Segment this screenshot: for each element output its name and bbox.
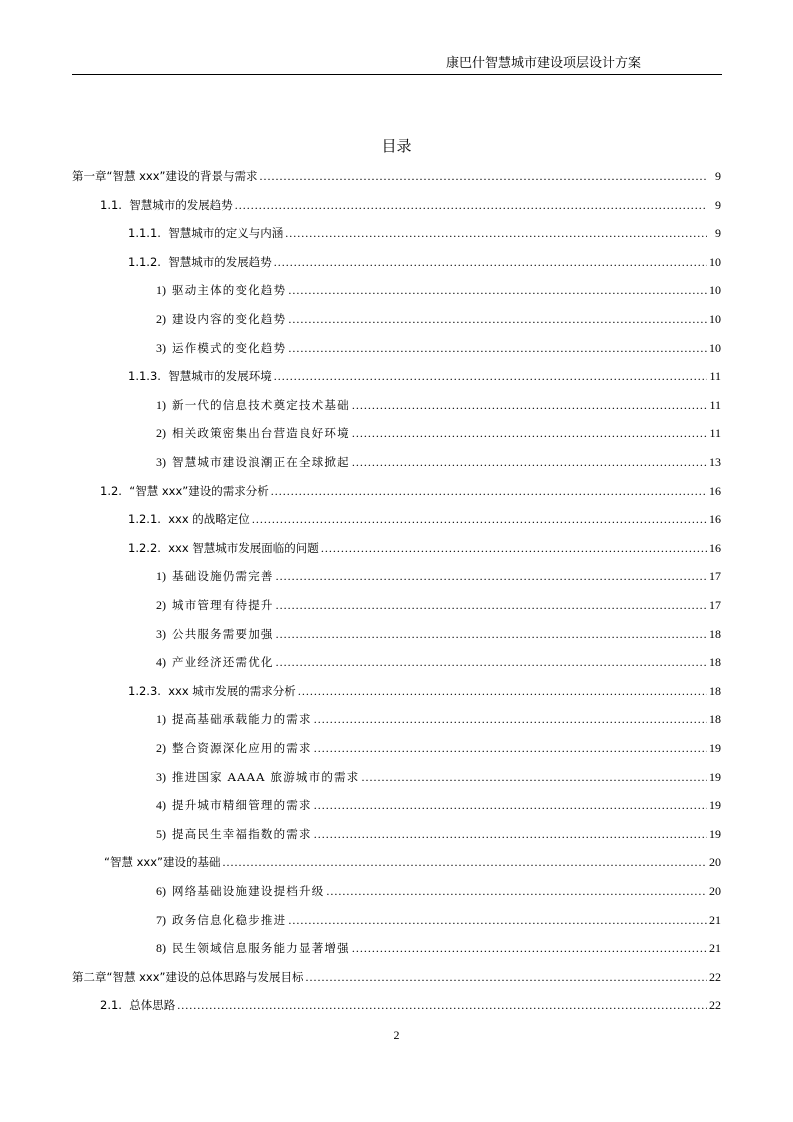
toc-entry-text: 智慧城市的发展环境 (168, 369, 272, 384)
toc-leader-dots (276, 626, 707, 642)
toc-entry[interactable] (0, 763, 793, 785)
toc-leader-dots (285, 225, 707, 241)
toc-entry-number: 4) (156, 655, 172, 670)
toc-entry[interactable] (0, 791, 793, 813)
toc-entry[interactable] (0, 162, 793, 184)
toc-entry-page: 19 (709, 769, 721, 784)
toc-entry-page: 10 (709, 340, 721, 355)
toc-entry-number: 1.2.1. (128, 512, 169, 527)
toc-entry-text: 相关政策密集出台营造良好环境 (172, 426, 350, 441)
toc-leader-dots (274, 368, 707, 384)
toc-leader-dots (276, 597, 707, 613)
toc-entry-text: 民生领域信息服务能力显著增强 (172, 941, 350, 956)
toc-entry-number: 2) (156, 598, 172, 612)
toc-entry-text: 智慧城市的发展趋势 (129, 197, 233, 212)
toc-entry[interactable] (0, 677, 793, 699)
toc-entry-text: 网络基础设施建设提档升级 (172, 884, 325, 898)
toc-leader-dots (223, 854, 708, 870)
toc-entry[interactable] (0, 477, 793, 499)
toc-entry-text: 运作模式的变化趋势 (172, 340, 287, 355)
toc-entry-page: 11 (709, 369, 721, 384)
toc-entry[interactable] (0, 505, 793, 527)
toc-entry-text: 第二章“智慧 xxx”建设的总体思路与发展目标 (72, 969, 304, 984)
toc-leader-dots (177, 997, 707, 1013)
toc-leader-dots (276, 654, 707, 670)
toc-entry-number: 3) (156, 626, 172, 641)
toc-leader-dots (288, 340, 707, 356)
toc-leader-dots (271, 483, 707, 499)
toc-entry-page: 9 (715, 197, 721, 212)
toc-entry-number: 3) (156, 455, 172, 469)
toc-entry-page: 10 (709, 254, 721, 269)
toc-entry-page: 10 (709, 283, 721, 298)
toc-entry-number: 1) (156, 569, 172, 584)
toc-entry-text: 政务信息化稳步推进 (172, 912, 287, 927)
toc-entry-number: 6) (156, 884, 172, 898)
toc-title: 目录 (381, 137, 412, 155)
toc-entry-text: “智慧 xxx”建设的需求分析 (129, 483, 269, 498)
toc-entry-page: 16 (709, 483, 721, 498)
toc-entry-page: 19 (709, 798, 721, 813)
toc-entry-number: 2.1. (100, 998, 130, 1013)
toc-entry-page: 9 (715, 226, 721, 241)
toc-leader-dots (288, 912, 707, 928)
toc-entry[interactable] (0, 591, 793, 613)
toc-entry-number: 2) (156, 426, 172, 441)
toc-entry[interactable] (0, 534, 793, 556)
toc-entry-number: 1) (156, 397, 172, 412)
toc-entry-page: 20 (709, 855, 721, 870)
toc-entry-text: 智慧城市建设浪潮正在全球掀起 (172, 455, 350, 469)
toc-entry-page: 21 (709, 941, 721, 956)
toc-entry[interactable] (0, 705, 793, 727)
toc-entry-number: 3) (156, 769, 172, 784)
toc-entry-text: “智慧 xxx”建设的基础 (104, 855, 221, 870)
toc-entry-number: 1.2.3. (128, 683, 169, 698)
toc-entry-page: 18 (709, 626, 721, 641)
toc-entry-page: 19 (709, 826, 721, 841)
toc-entry[interactable] (0, 391, 793, 413)
toc-entry-number: 8) (156, 941, 172, 956)
toc-entry-number: 1.1. (100, 197, 130, 212)
toc-leader-dots (326, 883, 707, 899)
toc-entry[interactable] (0, 648, 793, 670)
toc-entry[interactable] (0, 734, 793, 756)
toc-entry[interactable] (0, 963, 793, 985)
toc-entry-text: xxx 城市发展的需求分析 (168, 683, 296, 698)
toc-leader-dots (274, 254, 707, 270)
toc-entry[interactable] (0, 934, 793, 956)
toc-entry-text: 总体思路 (129, 998, 176, 1013)
toc-leader-dots (314, 826, 707, 842)
toc-entry[interactable] (0, 276, 793, 298)
toc-entry-text: xxx 智慧城市发展面临的问题 (168, 540, 319, 555)
toc-entry-page: 11 (709, 426, 721, 441)
header-rule (72, 74, 722, 75)
toc-entry-number: 3) (156, 340, 172, 355)
toc-leader-dots (298, 683, 707, 699)
header-title: 康巴什智慧城市建设项层设计方案 (445, 55, 641, 70)
toc-leader-dots (260, 168, 708, 184)
toc-entry-page: 19 (709, 741, 721, 755)
toc-entry-page: 22 (709, 998, 721, 1013)
toc-entry[interactable] (0, 906, 793, 928)
toc-leader-dots (314, 740, 707, 756)
toc-entry[interactable] (0, 620, 793, 642)
toc-leader-dots (306, 969, 708, 985)
toc-leader-dots (352, 397, 707, 413)
toc-entry[interactable] (0, 334, 793, 356)
toc-entry[interactable] (0, 191, 793, 213)
toc-entry-text: 整合资源深化应用的需求 (172, 741, 312, 755)
toc-entry-page: 13 (709, 455, 721, 469)
toc-entry-number: 7) (156, 912, 172, 927)
toc-entry-page: 10 (709, 312, 721, 326)
toc-entry-number: 1) (156, 712, 172, 727)
toc-entry-page: 18 (709, 712, 721, 727)
toc-entry[interactable] (0, 820, 793, 842)
toc-entry-number: 4) (156, 798, 172, 813)
toc-leader-dots (314, 797, 707, 813)
toc-entry-text: xxx 的战略定位 (168, 512, 250, 527)
toc-entry[interactable] (0, 248, 793, 270)
toc-entry-text: 第一章“智慧 xxx”建设的背景与需求 (72, 169, 258, 183)
toc-entry[interactable] (0, 562, 793, 584)
toc-entry-number: 1) (156, 283, 172, 298)
toc-entry-text: 城市管理有待提升 (172, 598, 274, 612)
toc-entry-page: 16 (709, 540, 721, 555)
toc-entry-number: 1.1.3. (128, 369, 169, 384)
toc-entry-page: 11 (709, 397, 721, 412)
toc-entry-text: 提升城市精细管理的需求 (172, 798, 312, 813)
toc-leader-dots (276, 568, 707, 584)
toc-leader-dots (352, 940, 707, 956)
toc-entry-number: 2) (156, 312, 172, 326)
toc-entry[interactable] (0, 448, 793, 470)
toc-entry-number: 5) (156, 826, 172, 841)
toc-entry-page: 20 (709, 884, 721, 898)
toc-entry-text: 新一代的信息技术奠定技术基础 (172, 397, 350, 412)
toc-entry-page: 17 (709, 569, 721, 584)
toc-leader-dots (288, 311, 707, 327)
toc-leader-dots (361, 769, 707, 785)
toc-entry[interactable] (0, 848, 793, 870)
toc-entry-text: 提高民生幸福指数的需求 (172, 826, 312, 841)
toc-entry[interactable] (0, 419, 793, 441)
toc-entry-page: 22 (709, 969, 721, 984)
toc-entry[interactable] (0, 877, 793, 899)
toc-entry-page: 16 (709, 512, 721, 527)
toc-leader-dots (352, 425, 707, 441)
toc-entry-text: 建设内容的变化趋势 (172, 312, 287, 326)
toc-leader-dots (288, 282, 707, 298)
toc-entry-number: 1.2. (100, 483, 130, 498)
toc-entry-text: 智慧城市的定义与内涵 (168, 226, 284, 241)
toc-entry[interactable] (0, 362, 793, 384)
toc-leader-dots (235, 197, 707, 213)
toc-entry-page: 18 (709, 655, 721, 670)
toc-entry-text: 推进国家 AAAA 旅游城市的需求 (172, 769, 360, 784)
toc-entry-number: 1.2.2. (128, 540, 169, 555)
toc-entry[interactable] (0, 305, 793, 327)
page-number: 2 (393, 1028, 400, 1042)
toc-entry[interactable] (0, 991, 793, 1013)
toc-entry-text: 公共服务需要加强 (172, 626, 274, 641)
page-header (72, 54, 721, 74)
toc-entry-page: 21 (709, 912, 721, 927)
toc-entry-page: 18 (709, 683, 721, 698)
toc-entry-text: 提高基础承载能力的需求 (172, 712, 312, 727)
toc-leader-dots (321, 540, 707, 556)
toc-entry[interactable] (0, 219, 793, 241)
toc-entry-number: 1.1.2. (128, 254, 169, 269)
toc-entry-text: 驱动主体的变化趋势 (172, 283, 287, 298)
toc-entry-number: 2) (156, 741, 172, 755)
toc-entry-text: 智慧城市的发展趋势 (168, 254, 272, 269)
toc-entry-text: 基础设施仍需完善 (172, 569, 274, 584)
toc-entry-number: 1.1.1. (128, 226, 169, 241)
toc-leader-dots (314, 711, 707, 727)
toc-entry-text: 产业经济还需优化 (172, 655, 274, 670)
toc-leader-dots (252, 511, 707, 527)
toc-entry-page: 9 (715, 169, 721, 183)
toc-leader-dots (352, 454, 707, 470)
toc-entry-page: 17 (709, 598, 721, 612)
